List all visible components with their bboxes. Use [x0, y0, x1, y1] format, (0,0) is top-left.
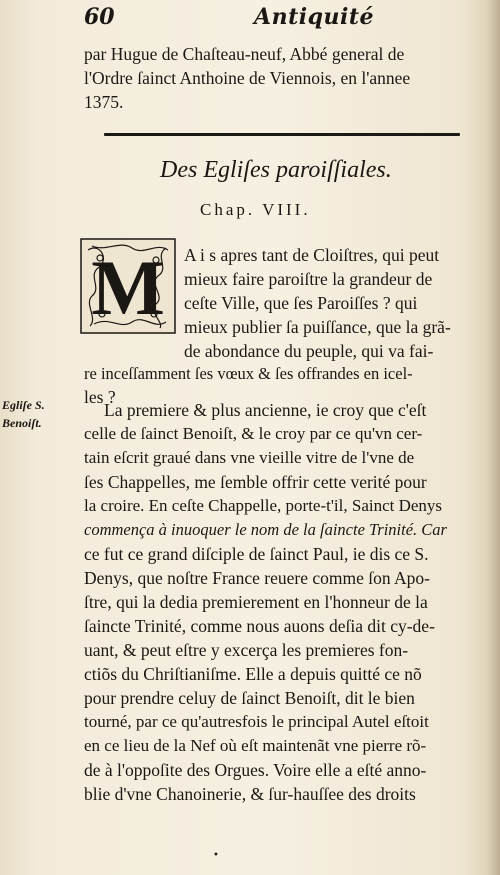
body-line: de abondance du peuple, qui va fai- [184, 341, 434, 361]
opening-line: 1375. [84, 92, 124, 112]
section-divider-rule [104, 133, 460, 136]
body-line: A i s apres tant de Cloiſtres, qui peut [184, 245, 440, 265]
body-line: de à l'oppoſite des Orgues. Voire elle a eſté anno- [84, 760, 427, 780]
body-line: commença à inuoquer le nom de la ſaincte Trinité. Car [84, 520, 447, 539]
body-line: mieux publier ſa puiſſance, que la grã- [184, 317, 451, 337]
ornamental-drop-cap [80, 238, 176, 334]
body-line: Denys, que noſtre France reuere comme ſon Apo- [84, 568, 430, 588]
running-head [84, 4, 464, 34]
body-line: blie d'vne Chanoinerie, & ſur-hauſſee des droits [84, 784, 416, 804]
body-line: ſaincte Trinité, comme nous auons deſia dit cy-de- [84, 616, 435, 636]
body-line: ctiõs du Chriſtianiſme. Elle a depuis quitté ce nõ [84, 664, 422, 684]
margin-note-line: Benoiſt. [2, 416, 42, 430]
body-line: uant, & peut eſtre y excerça les premieres fon- [84, 640, 409, 660]
running-title: Antiquité [254, 4, 374, 30]
body-line: re inceſſamment ſes vœux & ſes offrandes en icel- [84, 364, 413, 383]
body-line: en ce lieu de la Nef où eſt maintenãt vne pierre rõ- [84, 736, 427, 755]
page-edge-shadow [486, 0, 500, 875]
chapter-heading: Chap. VIII. [200, 200, 311, 219]
body-line: tain eſcrit graué dans vne vieille vitre de l'vne de [84, 448, 415, 467]
body-line: tourné, par ce qu'autresfois le principal Autel eſtoit [84, 712, 429, 731]
body-line: ceſte Ville, que ſes Paroiſſes ? qui [184, 293, 418, 313]
body-line: La premiere & plus ancienne, ie croy que c'eſt [104, 400, 427, 420]
page-number: 60 [84, 4, 115, 30]
body-line: celle de ſainct Benoiſt, & le croy par ce qu'vn cer- [84, 424, 423, 443]
body-line: la croire. En ceſte Chappelle, porte-t'il, Sainct Denys [84, 496, 443, 515]
section-heading: Des Egliſes paroiſſiales. [160, 157, 392, 183]
body-line: mieux faire paroiſtre la grandeur de [184, 269, 433, 289]
body-line: pour prendre celuy de ſainct Benoiſt, dit le bien [84, 688, 415, 708]
body-line: les ? [84, 387, 116, 407]
body-line: ſtre, qui la dedia premierement en l'honneur de la [84, 592, 428, 612]
page-dot-ornament: • [213, 850, 219, 861]
body-line: ce fut ce grand diſciple de ſainct Paul, ie dis ce S. [84, 544, 429, 564]
drop-cap-letter: M [91, 244, 165, 331]
opening-line: l'Ordre ſainct Anthoine de Viennois, en l'annee [84, 68, 411, 88]
body-line: ſes Chappelles, me ſemble offrir cette verité pour [84, 472, 427, 492]
opening-line: par Hugue de Chaſteau-neuf, Abbé general de [84, 44, 405, 64]
margin-note-line: Egliſe S. [2, 398, 45, 412]
